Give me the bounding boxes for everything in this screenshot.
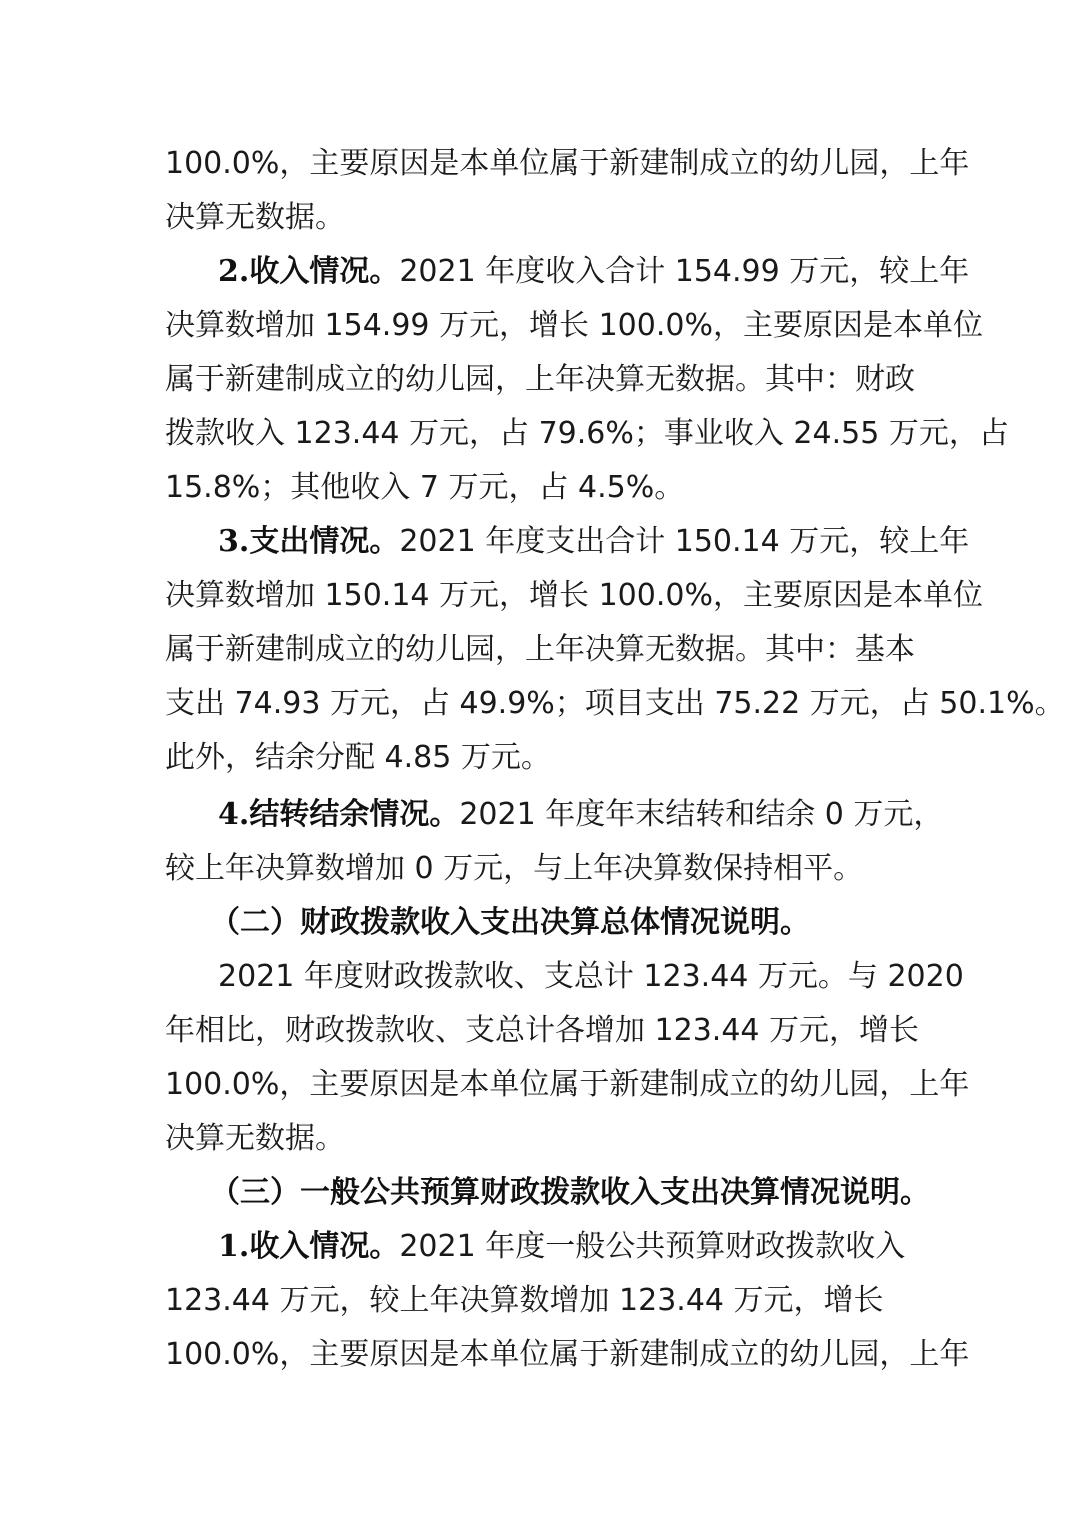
- text-line: 此外，结余分配 4.85 万元。: [165, 740, 551, 775]
- paragraph-carryover-first-line: [218, 795, 943, 835]
- text-line: 支出 74.93 万元，占 49.9%；项目支出 75.22 万元，占 50.1%。: [165, 686, 1065, 721]
- section-lead: 4.结转结余情况。: [218, 797, 460, 832]
- section-heading: （二）财政拨款收入支出决算总体情况说明。: [210, 905, 810, 940]
- text-line: 100.0%，主要原因是本单位属于新建制成立的幼儿园，上年: [165, 1337, 970, 1372]
- text-line: 100.0%，主要原因是本单位属于新建制成立的幼儿园，上年: [165, 146, 970, 181]
- text-line: 123.44 万元，较上年决算数增加 123.44 万元，增长: [165, 1283, 884, 1318]
- text-run: 2021 年度一般公共预算财政拨款收入: [399, 1229, 906, 1264]
- text-line: 属于新建制成立的幼儿园，上年决算无数据。其中：财政: [165, 362, 915, 397]
- section-lead: 3.支出情况。: [218, 524, 400, 559]
- text-line: 决算数增加 150.14 万元，增长 100.0%，主要原因是本单位: [165, 578, 983, 613]
- text-line: 15.8%；其他收入 7 万元，占 4.5%。: [165, 470, 685, 505]
- section-heading: （三）一般公共预算财政拨款收入支出决算情况说明。: [210, 1175, 930, 1210]
- text-line: 拨款收入 123.44 万元，占 79.6%；事业收入 24.55 万元，占: [165, 416, 1009, 451]
- section-lead: 2.收入情况。: [218, 254, 400, 289]
- text-line: 100.0%，主要原因是本单位属于新建制成立的幼儿园，上年: [165, 1067, 970, 1102]
- text-line: 较上年决算数增加 0 万元，与上年决算数保持相平。: [165, 851, 864, 886]
- paragraph-expense-first-line: [218, 522, 969, 562]
- text-run: 2021 年度收入合计 154.99 万元，较上年: [399, 254, 970, 289]
- text-line: 2021 年度财政拨款收、支总计 123.44 万元。与 2020: [218, 959, 964, 994]
- section-lead: 1.收入情况。: [218, 1229, 400, 1264]
- paragraph-general-income-first-line: [218, 1227, 905, 1267]
- text-run: 2021 年度支出合计 150.14 万元，较上年: [399, 524, 970, 559]
- text-run: 2021 年度年末结转和结余 0 万元，: [459, 797, 944, 832]
- text-line: 决算数增加 154.99 万元，增长 100.0%，主要原因是本单位: [165, 308, 983, 343]
- text-line: 决算无数据。: [165, 200, 345, 235]
- text-line: 决算无数据。: [165, 1121, 345, 1156]
- text-line: 属于新建制成立的幼儿园，上年决算无数据。其中：基本: [165, 632, 915, 667]
- text-line: 年相比，财政拨款收、支总计各增加 123.44 万元，增长: [165, 1013, 920, 1048]
- paragraph-income-first-line: [218, 252, 969, 292]
